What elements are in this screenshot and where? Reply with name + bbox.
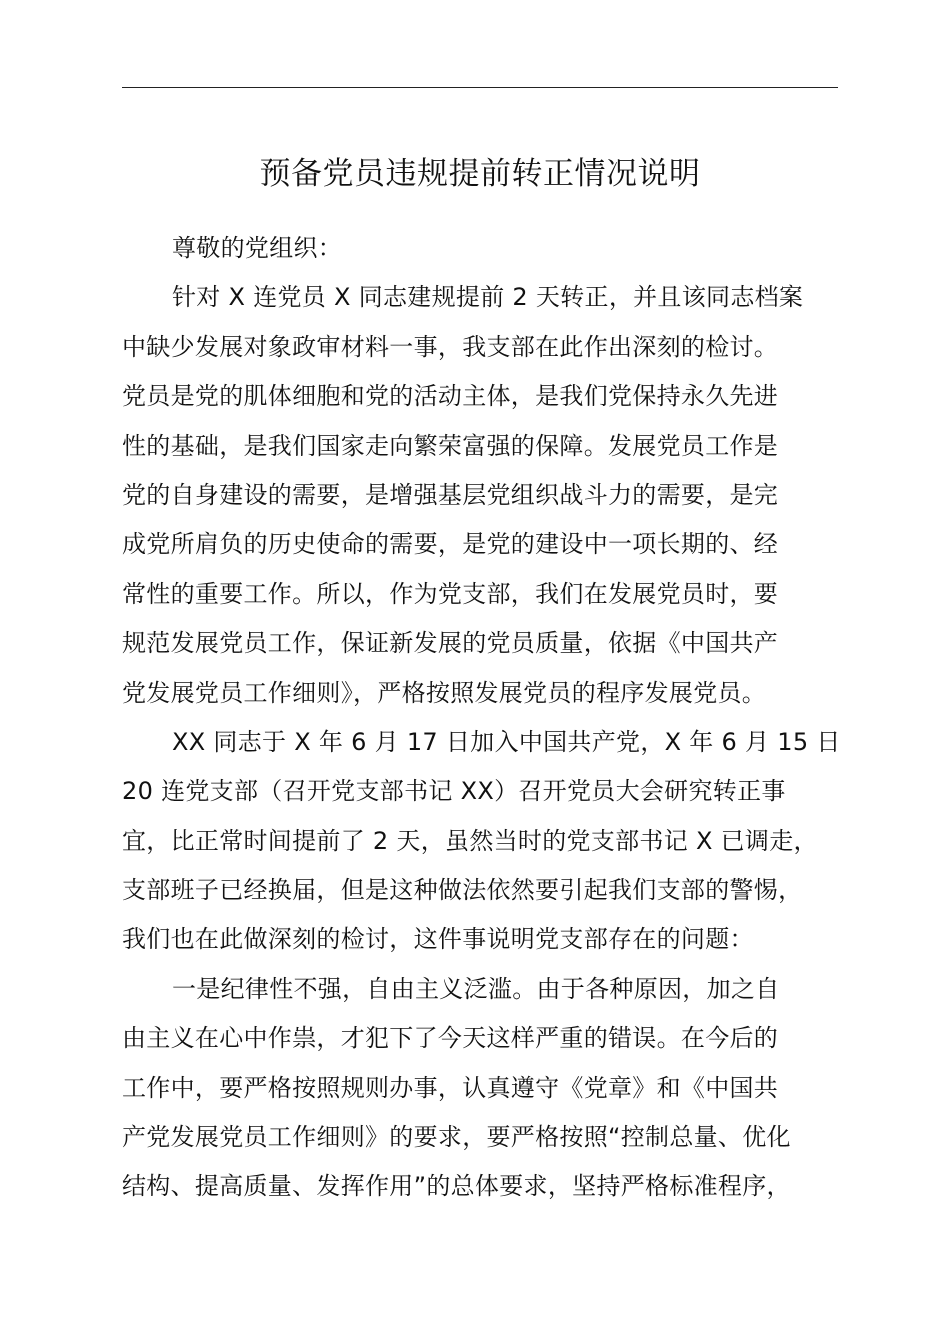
paragraph-3-line: 产党发展党员工作细则》的要求，要严格按照“控制总量、优化 (122, 1123, 791, 1152)
salutation-line: 尊敬的党组织： (172, 234, 343, 262)
paragraph-1-line: 规范发展党员工作，保证新发展的党员质量，依据《中国共产 (122, 629, 779, 658)
paragraph-3-line: 工作中，要严格按照规则办事，认真遵守《党章》和《中国共 (122, 1073, 779, 1102)
paragraph-1-line: 中缺少发展对象政审材料一事，我支部在此作出深刻的检讨。 (122, 332, 779, 361)
paragraph-3-line: 结构、提高质量、发挥作用”的总体要求，坚持严格标准程序， (122, 1172, 791, 1201)
paragraph-1-line: 成党所肩负的历史使命的需要，是党的建设中一项长期的、经 (122, 530, 779, 559)
paragraph-1-line: 党员是党的肌体细胞和党的活动主体，是我们党保持永久先进 (122, 382, 779, 411)
paragraph-2-line: 支部班子已经换届，但是这种做法依然要引起我们支部的警惕， (122, 876, 803, 905)
document-body (122, 224, 852, 1212)
header-divider (122, 87, 838, 88)
paragraph-1-line: 党发展党员工作细则》，严格按照发展党员的程序发展党员。 (122, 678, 767, 707)
paragraph-2-line: 宜，比正常时间提前了 2 天，虽然当时的党支部书记 X 已调走， (122, 826, 818, 855)
paragraph-1-line: 针对 X 连党员 X 同志建规提前 2 天转正，并且该同志档案 (172, 283, 804, 312)
paragraph-3-line: 由主义在心中作祟，才犯下了今天这样严重的错误。在今后的 (122, 1024, 779, 1053)
paragraph-3-line: 一是纪律性不强，自由主义泛滥。由于各种原因，加之自 (172, 974, 780, 1003)
document-title: 预备党员违规提前转正情况说明 (259, 156, 701, 192)
paragraph-1-line: 常性的重要工作。所以，作为党支部，我们在发展党员时，要 (122, 579, 779, 608)
paragraph-2-line: XX 同志于 X 年 6 月 17 日加入中国共产党，X 年 6 月 15 日 (172, 727, 841, 756)
paragraph-2-line: 20 连党支部（召开党支部书记 XX）召开党员大会研究转正事 (122, 777, 786, 806)
paragraph-1-line: 性的基础，是我们国家走向繁荣富强的保障。发展党员工作是 (122, 431, 779, 460)
paragraph-2-line: 我们也在此做深刻的检讨，这件事说明党支部存在的问题： (122, 925, 754, 954)
paragraph-1-line: 党的自身建设的需要，是增强基层党组织战斗力的需要，是完 (122, 480, 779, 509)
